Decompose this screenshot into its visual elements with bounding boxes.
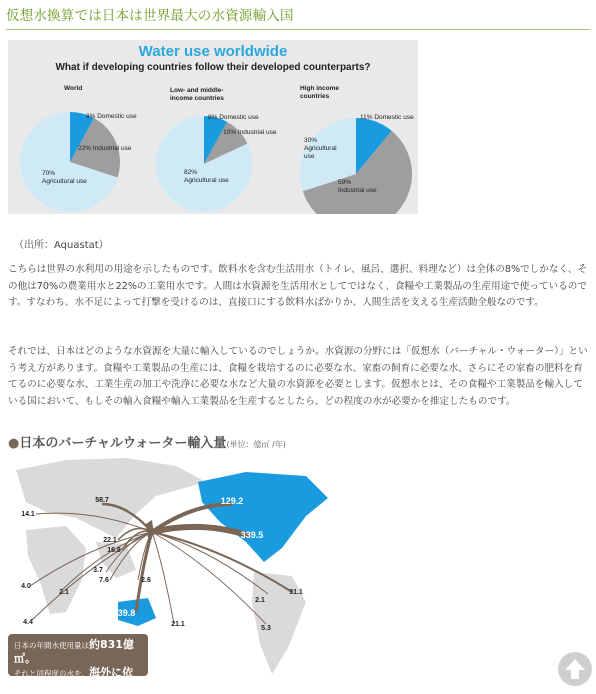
slice-label: 59% [338,179,352,186]
flow-value: 21.1 [171,621,185,628]
slice-label: 10% Industrial use [223,129,277,136]
pie-group-label: countries [300,93,330,100]
flow-value: 139.8 [112,608,136,618]
title-bullet: ● [8,436,20,451]
map-title [8,432,286,451]
flow-value: 4.0 [21,583,31,590]
map-title-text: 日本のバーチャルウォーター輸入量 [19,436,227,451]
flow-value: 7.6 [99,577,109,584]
flow-value: 22.1 [103,537,117,544]
annual-water-callout [8,634,148,693]
slice-label: Agricultural [304,145,337,152]
flow-value: 2.1 [255,597,265,604]
paragraph-virtual-water: それでは、日本はどのような水資源を大量に輸入しているのでしょうか。水資源の分野には「仮想水（バーチャル・ウォーター）」という考え方があります。食糧や工業製品の生産には、食糧を栽培するのに必要な水、家畜の飼育に必要な水、さらにその家畜の肥料を育てるのに必要な水、工業生産の加工や洗浄に必要な水など大量の水資源を必要とします。仮想水とは、その食糧や工業製品を輸入している国において、もしその輸入食糧や輸入工業製品を生産するとしたら、どの程度の水が必要かを推定したものです。 [8,346,588,407]
infographic-subtitle: What if developing countries follow their developed counterparts? [55,62,371,73]
paragraph-water-use: こちらは世界の水利用の用途を示したものです。飲料水を含む生活用水（トイレ、風呂、選択、料理など）は全体の8%でしかなく、その他は70%の農業用水と22%の工業用水です。人間は水資源を生活用水としてではなく、食糧や工業製品の生産用途で使っているのです。すなわち、水不足によって打撃を受けるのは、直接口にする飲料水ばかりか、人間生活を支える生産活動全般なのです。 [8,264,588,308]
map-unit: (単位：億㎥ /年) [226,440,286,449]
continent-south-america [252,572,306,674]
page-title: 仮想水換算では日本は世界最大の水資源輸入国 [6,4,590,30]
slice-label: 11% Domestic use [360,114,414,121]
slice-label: Industrial use [338,187,377,194]
source-note: （出所：Aquastat） [14,240,109,251]
flow-value: 58.7 [95,497,109,504]
slice-label: 22% Industrial use [78,145,132,152]
water-use-infographic [8,40,418,214]
slice-label: use [304,153,315,160]
flow-value: 3.7 [93,567,103,574]
slice-label: Agricultural use [42,178,87,185]
flow-value: 4.4 [23,619,33,626]
flow-value: 16.8 [107,547,121,554]
flow-value: 129.2 [220,496,244,506]
flow-value: 5.3 [261,625,271,632]
arrow-up-icon [558,652,592,686]
flow-value: 31.1 [289,589,303,596]
infographic-title: Water use worldwide [138,43,288,60]
slice-label: 8% Domestic use [208,114,259,121]
slice-label: 8% Domestic use [86,113,137,120]
continent-north-america [198,472,328,562]
pie-group-label: High income [300,85,340,92]
flow-value: 2.6 [141,577,151,584]
slice-label: 30% [304,137,318,144]
slice-label: Agricultural use [184,177,229,184]
flow-value: 339.5 [240,530,264,540]
slice-label: 70% [42,170,56,177]
pie-group-label: income countries [170,95,224,102]
callout-line1b: 約831億㎥。 [14,638,134,665]
flow-arrow [152,532,174,624]
scroll-to-top-button[interactable] [558,652,592,686]
pie-group-label: Low- and middle- [170,87,224,94]
flow-value: 2.1 [59,589,69,596]
callout-line2a: それと同程度の水を、 [14,669,89,678]
pie-group-label: World [64,85,83,92]
callout-line1a: 日本の年間水使用量は [14,641,89,650]
pie-charts [8,40,418,214]
flow-arrow [152,532,266,624]
slice-label: 82% [184,169,198,176]
callout-line2b: 海外に依存 [14,666,133,693]
flow-value: 14.1 [21,511,35,518]
